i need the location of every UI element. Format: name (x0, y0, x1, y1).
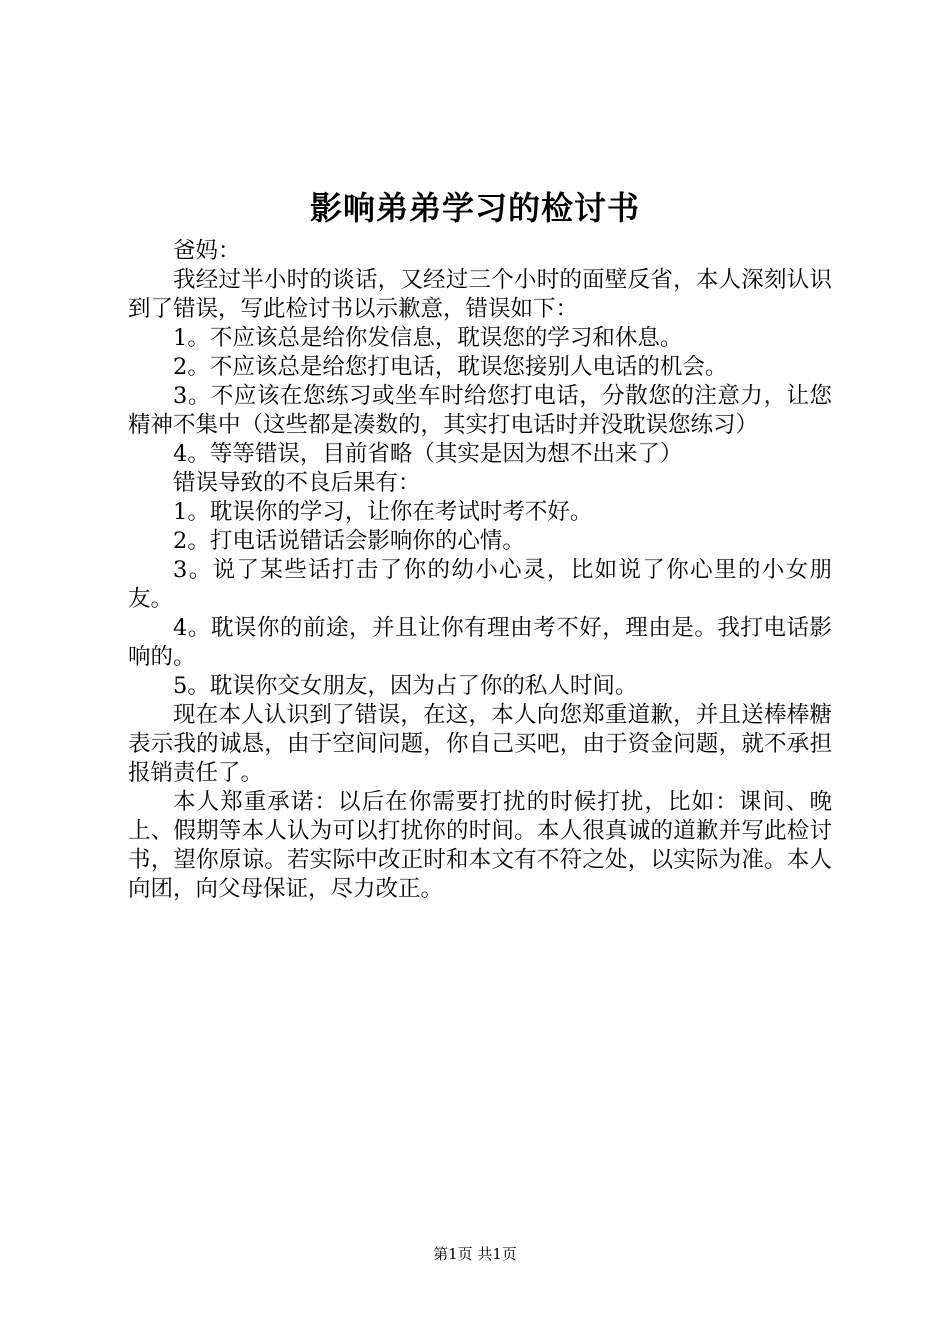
paragraph-consequence-2: 2。打电话说错话会影响你的心情。 (173, 528, 525, 554)
paragraph-error-4: 4。等等错误，目前省略（其实是因为想不出来了） (173, 441, 683, 467)
paragraph-error-1: 1。不应该总是给你发信息，耽误您的学习和休息。 (173, 325, 683, 351)
paragraph-consequences-heading: 错误导致的不良后果有： (173, 470, 421, 496)
paragraph-intro: 我经过半小时的谈话，又经过三个小时的面壁反省，本人深刻认识到了错误，写此检讨书以示歉意，错误如下： (128, 267, 832, 322)
paragraph-apology: 现在本人认识到了错误，在这，本人向您郑重道歉，并且送棒棒糖表示我的诚恳，由于空间问题，你自己买吧，由于资金问题，就不承担报销责任了。 (128, 702, 832, 786)
paragraph-error-3: 3。不应该在您练习或坐车时给您打电话，分散您的注意力，让您精神不集中（这些都是凑数的，其实打电话时并没耽误您练习） (128, 383, 832, 438)
paragraph-consequence-4: 4。耽误你的前途，并且让你有理由考不好，理由是。我打电话影响的。 (128, 615, 832, 670)
document-title: 影响弟弟学习的检讨书 (309, 189, 640, 227)
paragraph-consequence-3: 3。说了某些话打击了你的幼小心灵，比如说了你心里的小女朋友。 (128, 557, 832, 612)
paragraph-promise: 本人郑重承诺：以后在你需要打扰的时候打扰，比如：课间、晚上、假期等本人认为可以打扰你的时间。本人很真诚的道歉并写此检讨书，望你原谅。若实际中改正时和本文有不符之处，以实际为准。本人向团，向父母保证，尽力改正。 (128, 789, 832, 902)
paragraph-salutation: 爸妈： (173, 238, 241, 264)
paragraph-consequence-1: 1。耽误你的学习，让你在考试时考不好。 (173, 499, 593, 525)
page-footer: 第1页 共1页 (433, 1245, 517, 1263)
paragraph-error-2: 2。不应该总是给您打电话，耽误您接别人电话的机会。 (173, 354, 728, 380)
paragraph-consequence-5: 5。耽误你交女朋友，因为占了你的私人时间。 (173, 673, 638, 699)
document-body (128, 237, 832, 904)
